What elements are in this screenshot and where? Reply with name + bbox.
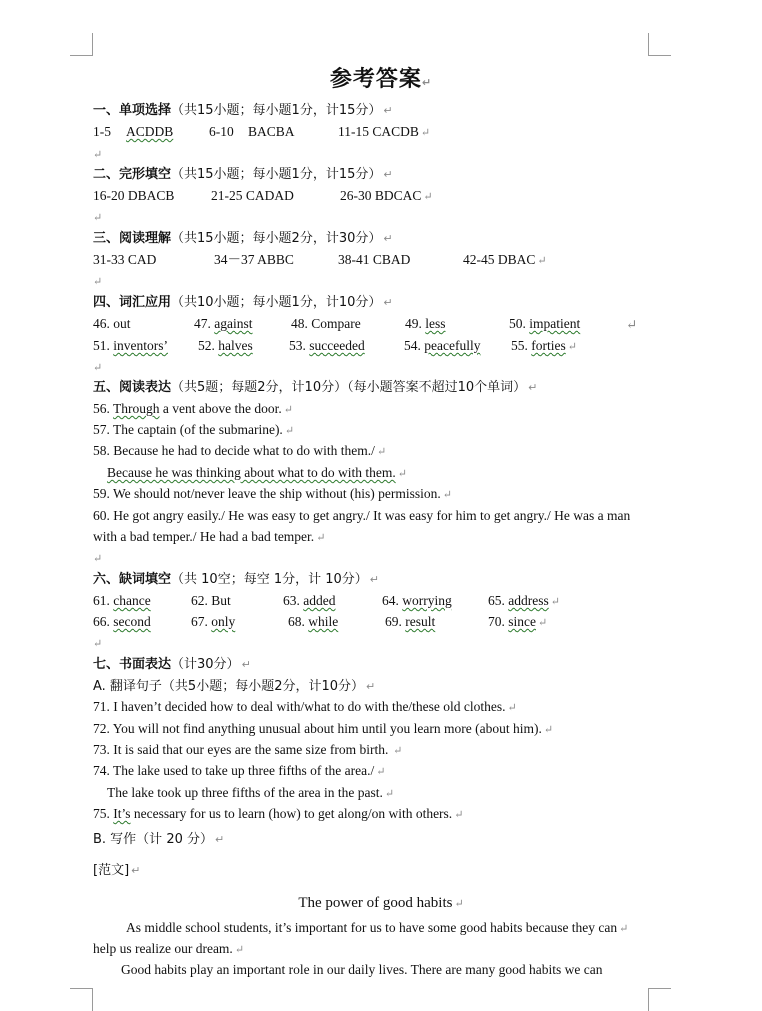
crop-mark-top-left (70, 33, 93, 56)
section-3-heading: 三、阅读理解（共15小题；每小题2分，计30分） ↵ (93, 231, 393, 246)
section-5-heading: 五、阅读表达（共5题；每题2分，计10分）（每小题答案不超过10个单词） ↵ (93, 380, 538, 395)
s2-answer-2: 21-25 CADAD (211, 188, 294, 203)
s3-answer-1: 31-33 CAD (93, 252, 157, 267)
section-1-heading: 一、单项选择（共15小题；每小题1分，计15分） ↵ (93, 103, 393, 118)
s6-item-67: 67. only (191, 614, 236, 629)
s5-answer-59: 59. We should not/never leave the ship without (his) permission. ↵ (93, 486, 452, 501)
paragraph-mark: ↵ (93, 638, 103, 650)
s5-answer-60a: 60. He got angry easily./ He was easy to get angry./ It was easy for him to get angry./ He was a man (93, 508, 631, 523)
s7-answer-72: 72. You will not find anything unusual about him until you learn more (about him). ↵ (93, 721, 554, 736)
s3-answer-3: 38-41 CBAD (338, 252, 411, 267)
s4-item-50: 50. impatient (509, 316, 581, 331)
s7-answer-74b: The lake took up three fifths of the area in the past. ↵ (107, 785, 395, 800)
s4-item-52: 52. halves (198, 338, 253, 353)
section-2-heading: 二、完形填空（共15小题；每小题1分，计15分） ↵ (93, 167, 393, 182)
s7-answer-75: 75. It’s necessary for us to learn (how) to get along/on with others. ↵ (93, 806, 464, 821)
s1-answer-2: BACBA (248, 124, 295, 139)
s6-item-69: 69. result (385, 614, 436, 629)
essay-title: The power of good habits ↵ (298, 895, 464, 911)
s3-answer-4: 42-45 DBAC ↵ (463, 252, 547, 267)
s4-item-54: 54. peacefully (404, 338, 481, 353)
paragraph-mark: ↵ (93, 553, 103, 565)
s4-item-49: 49. less (405, 316, 446, 331)
s6-item-65: 65. address ↵ (488, 593, 560, 608)
s7-part-a-heading: A. 翻译句子（共5小题；每小题2分，计10分） ↵ (93, 679, 376, 694)
paragraph-mark: ↵ (93, 362, 103, 374)
paragraph-mark: ↵ (93, 276, 103, 288)
s6-item-64: 64. worrying (382, 593, 452, 608)
s4-item-53: 53. succeeded (289, 338, 365, 353)
s2-answer-3: 26-30 BDCAC ↵ (340, 188, 433, 203)
s4-item-51: 51. inventors’ (93, 338, 168, 353)
page-title: 参考答案↵ (329, 67, 433, 92)
s6-item-63: 63. added (283, 593, 336, 608)
s1-answer-3: 11-15 CACDB ↵ (338, 124, 431, 139)
section-6-heading: 六、缺词填空（共 10空；每空 1分，计 10分） ↵ (93, 572, 379, 587)
s7-answer-71: 71. I haven’t decided how to deal with/what to do with the/these old clothes. ↵ (93, 699, 517, 714)
essay-paragraph-1-line-2: help us realize our dream. ↵ (93, 941, 245, 956)
crop-mark-top-right (648, 33, 671, 56)
s5-answer-57: 57. The captain (of the submarine). ↵ (93, 422, 295, 437)
s6-item-66: 66. second (93, 614, 151, 629)
s5-answer-58b: Because he was thinking about what to do with them. ↵ (107, 465, 407, 480)
s1-answer-label-2: 6-10 (209, 124, 234, 139)
essay-paragraph-1-line-1: As middle school students, it’s important for us to have some good habits because they can ↵ (126, 920, 629, 935)
s5-answer-60b: with a bad temper./ He had a bad temper. ↵ (93, 529, 326, 544)
s4-item-46: 46. out (93, 316, 131, 331)
paragraph-mark: ↵ (626, 317, 638, 332)
paragraph-mark: ↵ (93, 149, 103, 161)
s5-answer-56: 56. Through a vent above the door. ↵ (93, 401, 293, 416)
s6-item-68: 68. while (288, 614, 339, 629)
s2-answer-1: 16-20 DBACB (93, 188, 175, 203)
s3-answer-2: 34－37 ABBC (214, 252, 294, 267)
essay-paragraph-2-line-1: Good habits play an important role in our daily lives. There are many good habits we can (121, 962, 603, 977)
s1-answer-label-1: 1-5 (93, 124, 111, 139)
section-4-heading: 四、词汇应用（共10小题；每小题1分，计10分） ↵ (93, 295, 393, 310)
s7-answer-74a: 74. The lake used to take up three fifths of the area./ ↵ (93, 763, 386, 778)
section-7-heading: 七、书面表达（计30分） ↵ (93, 657, 251, 672)
model-essay-label: [范文] ↵ (93, 863, 141, 878)
s7-part-b-heading: B. 写作（计 20 分） ↵ (93, 832, 225, 847)
crop-mark-bottom-right (648, 988, 671, 1011)
s5-answer-58a: 58. Because he had to decide what to do with them./ ↵ (93, 443, 387, 458)
s4-item-47: 47. against (194, 316, 253, 331)
s7-answer-73: 73. It is said that our eyes are the same size from birth. ↵ (93, 742, 403, 757)
s1-answer-1: ACDDB (126, 124, 174, 139)
crop-mark-bottom-left (70, 988, 93, 1011)
paragraph-mark: ↵ (93, 212, 103, 224)
s4-item-55: 55. forties ↵ (511, 338, 577, 353)
s6-item-70: 70. since ↵ (488, 614, 548, 629)
s4-item-48: 48. Compare (291, 316, 361, 331)
s6-item-61: 61. chance (93, 593, 151, 608)
s6-item-62: 62. But (191, 593, 231, 608)
